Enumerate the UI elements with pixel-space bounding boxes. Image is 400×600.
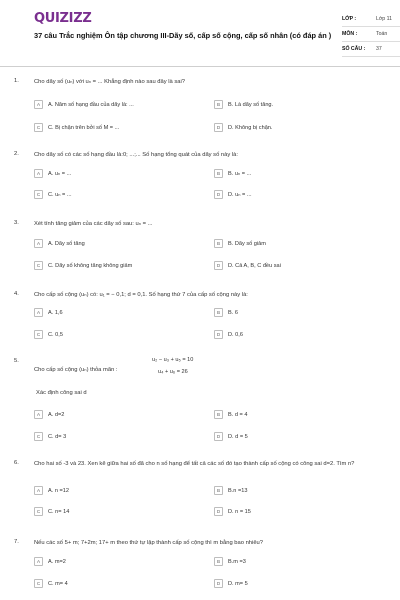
option-text: C. n= 14 (48, 508, 70, 515)
meta-table (342, 12, 400, 57)
option-letter: C (34, 432, 43, 441)
option-text: B.m =3 (228, 558, 246, 565)
option-text: C. d= 3 (48, 433, 67, 440)
option-a[interactable] (34, 556, 194, 567)
option-text: A. Năm số hạng đầu của dãy là: ... (48, 101, 134, 108)
question-number: 3. (14, 220, 19, 226)
option-c[interactable] (34, 260, 194, 271)
option-text: A. n =12 (48, 487, 69, 494)
option-text: B. uₙ = ... (228, 170, 252, 177)
option-a[interactable] (34, 238, 194, 249)
question-number: 1. (14, 78, 19, 84)
option-text: C. Bị chặn trên bởi số M = ... (48, 124, 120, 131)
option-c[interactable] (34, 431, 194, 442)
option-text: C. uₙ = ... (48, 191, 72, 198)
option-d[interactable] (214, 578, 374, 589)
option-text: D. n = 15 (228, 508, 251, 515)
question-text: Nếu các số 5+ m; 7+2m; 17+ m theo thứ tự lập thành cấp số cộng thì m bằng bao nhiêu? (34, 540, 263, 546)
question-number: 7. (14, 539, 19, 545)
option-text: C. Dãy số không tăng không giảm (48, 262, 133, 269)
option-text: D. m= 5 (228, 580, 248, 587)
option-letter: C (34, 261, 43, 270)
option-letter: B (214, 239, 223, 248)
option-letter: B (214, 100, 223, 109)
option-b[interactable] (214, 307, 374, 318)
option-text: D. 0,6 (228, 331, 243, 338)
option-b[interactable] (214, 99, 374, 110)
question-subtext: Xác định công sai d (36, 390, 87, 396)
meta-value: Toán (376, 31, 388, 37)
option-b[interactable] (214, 409, 374, 420)
option-letter: A (34, 100, 43, 109)
question-text: Cho hai số -3 và 23. Xen kẽ giữa hai số đã cho n số hạng để tất cả các số đó tạo thành cấp số cộng có công sai d=2. Tìm n? (34, 461, 355, 467)
option-c[interactable] (34, 189, 194, 200)
option-letter: B (214, 486, 223, 495)
option-letter: D (214, 432, 223, 441)
option-letter: D (214, 579, 223, 588)
option-c[interactable] (34, 329, 194, 340)
quizizz-logo: QUIZIZZ (34, 11, 92, 26)
option-a[interactable] (34, 485, 194, 496)
equation-line: u₄ + u₆ = 26 (158, 369, 188, 375)
option-c[interactable] (34, 122, 194, 133)
option-letter: A (34, 239, 43, 248)
option-text: A. d=2 (48, 411, 65, 418)
option-d[interactable] (214, 431, 374, 442)
option-letter: C (34, 330, 43, 339)
question-text: Cho dãy số có các số hạng đầu là:0; ...;... Số hạng tổng quát của dãy số này là: (34, 152, 238, 158)
question-number: 4. (14, 291, 19, 297)
question-number: 5. (14, 358, 19, 364)
option-text: A. Dãy số tăng (48, 240, 85, 247)
question-text: Cho cấp số cộng (uₙ) thỏa mãn : (34, 367, 118, 373)
option-letter: B (214, 410, 223, 419)
option-d[interactable] (214, 122, 374, 133)
option-c[interactable] (34, 578, 194, 589)
meta-value: Lớp 11 (376, 16, 392, 22)
option-letter: C (34, 579, 43, 588)
option-letter: B (214, 169, 223, 178)
option-letter: A (34, 486, 43, 495)
option-letter: C (34, 123, 43, 132)
question-number: 6. (14, 460, 19, 466)
meta-key: LỚP : (342, 16, 357, 22)
option-letter: D (214, 190, 223, 199)
option-a[interactable] (34, 99, 194, 110)
option-text: D. d = 5 (228, 433, 248, 440)
equation-system (152, 354, 193, 378)
option-text: B. Là dãy số tăng. (228, 101, 274, 108)
option-a[interactable] (34, 168, 194, 179)
option-text: D. Không bị chặn. (228, 124, 273, 131)
question-text: Xét tính tăng giảm của các dãy số sau: uₙ = ... (34, 221, 153, 227)
question-number: 2. (14, 151, 19, 157)
option-letter: C (34, 507, 43, 516)
option-letter: D (214, 123, 223, 132)
header-divider (0, 66, 400, 67)
option-text: D. Cả A, B, C đều sai (228, 262, 281, 269)
option-letter: D (214, 261, 223, 270)
option-b[interactable] (214, 238, 374, 249)
meta-key: MÔN : (342, 31, 358, 37)
option-d[interactable] (214, 260, 374, 271)
option-b[interactable] (214, 556, 374, 567)
header (16, 0, 392, 62)
option-letter: B (214, 308, 223, 317)
option-text: C. 0,5 (48, 331, 63, 338)
option-text: B.n =13 (228, 487, 248, 494)
question-text: Cho dãy số (uₙ) với uₙ = ... Khẳng định nào sau đây là sai? (34, 79, 186, 85)
option-text: B. 6 (228, 309, 238, 316)
option-text: A. m=2 (48, 558, 66, 565)
option-b[interactable] (214, 168, 374, 179)
option-a[interactable] (34, 307, 194, 318)
option-a[interactable] (34, 409, 194, 420)
option-text: B. Dãy số giảm (228, 240, 266, 247)
option-text: A. uₙ = ... (48, 170, 72, 177)
meta-row-subject (342, 27, 400, 42)
option-d[interactable] (214, 329, 374, 340)
meta-row-class (342, 12, 400, 27)
option-letter: D (214, 507, 223, 516)
meta-row-count (342, 42, 400, 57)
question-text: Cho cấp số cộng (uₙ) có: u₁ = − 0,1; d = 0,1. Số hạng thứ 7 của cấp số cộng này là: (34, 292, 248, 298)
option-text: D. uₙ = ... (228, 191, 252, 198)
option-letter: A (34, 557, 43, 566)
option-letter: D (214, 330, 223, 339)
option-c[interactable] (34, 506, 194, 517)
meta-key: SỐ CÂU : (342, 46, 366, 52)
option-b[interactable] (214, 485, 374, 496)
option-d[interactable] (214, 506, 374, 517)
option-text: A. 1,6 (48, 309, 63, 316)
option-d[interactable] (214, 189, 374, 200)
option-text: B. d = 4 (228, 411, 248, 418)
option-letter: A (34, 410, 43, 419)
meta-value: 37 (376, 46, 382, 52)
option-letter: C (34, 190, 43, 199)
option-letter: B (214, 557, 223, 566)
option-letter: A (34, 169, 43, 178)
equation-line: u₂ − u₃ + u₅ = 10 (152, 357, 194, 363)
option-text: C. m= 4 (48, 580, 68, 587)
document-title: 37 câu Trắc nghiệm Ôn tập chương III-Dãy số, cấp số cộng, cấp số nhân (có đáp án ) (34, 31, 332, 40)
option-letter: A (34, 308, 43, 317)
